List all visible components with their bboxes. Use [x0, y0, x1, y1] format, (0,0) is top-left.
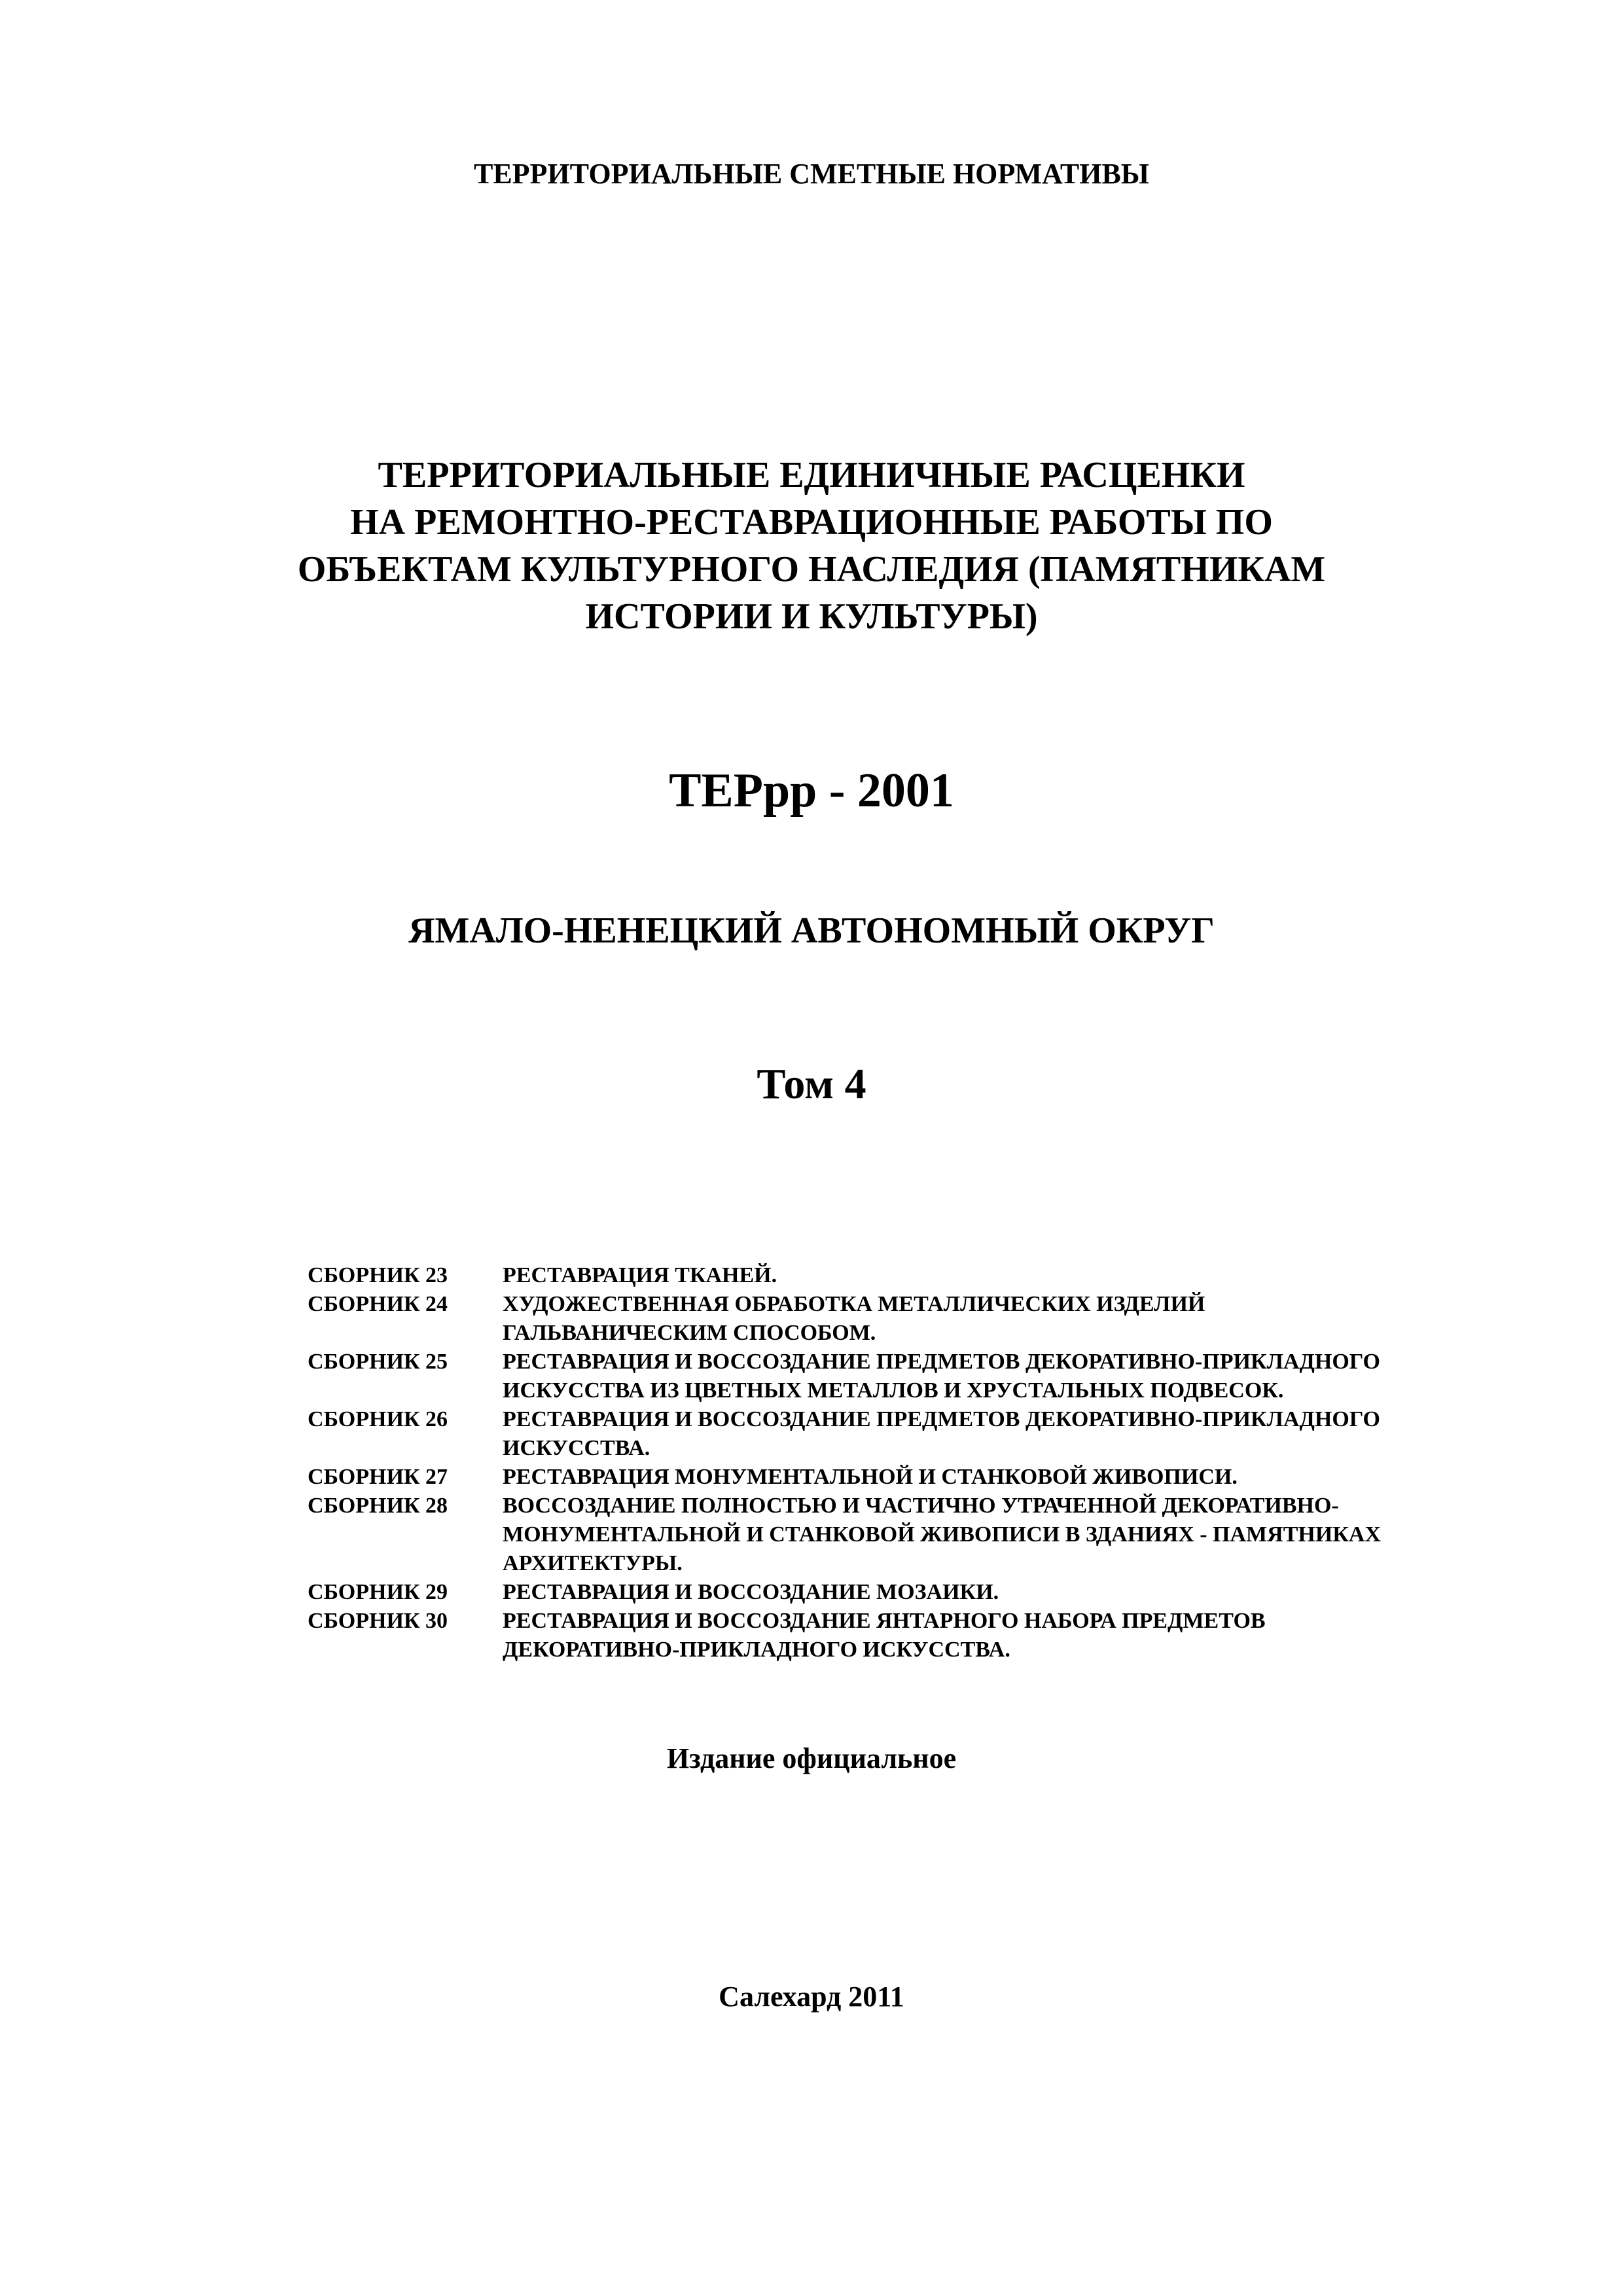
- collection-title-line: РЕСТАВРАЦИЯ И ВОССОЗДАНИЕ МОЗАИКИ.: [503, 1580, 999, 1604]
- collection-title-line: ГАЛЬВАНИЧЕСКИМ СПОСОБОМ.: [503, 1321, 876, 1345]
- collection-title-line: АРХИТЕКТУРЫ.: [503, 1551, 683, 1575]
- collection-item: [308, 1261, 1518, 1290]
- collection-title: [503, 1607, 1518, 1664]
- collection-title-line: РЕСТАВРАЦИЯ ТКАНЕЙ.: [503, 1263, 777, 1287]
- document-header: ТЕРРИТОРИАЛЬНЫЕ СМЕТНЫЕ НОРМАТИВЫ: [473, 158, 1150, 190]
- collection-title-line: ДЕКОРАТИВНО-ПРИКЛАДНОГО ИСКУССТВА.: [503, 1638, 1010, 1662]
- edition-note: Издание официальное: [666, 1742, 957, 1774]
- collection-title: [503, 1261, 1518, 1290]
- collection-title: [503, 1348, 1518, 1405]
- collection-title: [503, 1463, 1518, 1492]
- collection-title: [503, 1290, 1518, 1348]
- collection-title: [503, 1492, 1518, 1578]
- collection-item: [308, 1405, 1518, 1463]
- region-name: ЯМАЛО-НЕНЕЦКИЙ АВТОНОМНЫЙ ОКРУГ: [408, 910, 1215, 951]
- collection-number: СБОРНИК 30: [308, 1609, 448, 1633]
- collection-title-line: РЕСТАВРАЦИЯ МОНУМЕНТАЛЬНОЙ И СТАНКОВОЙ ЖИВОПИСИ.: [503, 1465, 1238, 1489]
- collection-item: [308, 1607, 1518, 1664]
- collection-number: СБОРНИК 24: [308, 1292, 448, 1316]
- collection-title-line: РЕСТАВРАЦИЯ И ВОССОЗДАНИЕ ПРЕДМЕТОВ ДЕКОРАТИВНО-ПРИКЛАДНОГО: [503, 1407, 1381, 1431]
- collection-title: [503, 1405, 1518, 1463]
- main-title-line: ТЕРРИТОРИАЛЬНЫЕ ЕДИНИЧНЫЕ РАСЦЕНКИ: [378, 455, 1245, 495]
- collection-item: [308, 1463, 1518, 1492]
- publication-place-year: Салехард 2011: [719, 1981, 904, 2013]
- collection-number: СБОРНИК 27: [308, 1465, 448, 1489]
- normative-code: ТЕРрр - 2001: [669, 764, 954, 817]
- collection-number: СБОРНИК 23: [308, 1263, 448, 1287]
- collection-title-line: ИСКУССТВА ИЗ ЦВЕТНЫХ МЕТАЛЛОВ И ХРУСТАЛЬНЫХ ПОДВЕСОК.: [503, 1378, 1284, 1403]
- volume-label: Том 4: [757, 1060, 866, 1108]
- collection-number: СБОРНИК 29: [308, 1580, 448, 1604]
- main-title-line: ИСТОРИИ И КУЛЬТУРЫ): [585, 596, 1038, 637]
- collection-title: [503, 1578, 1518, 1607]
- collection-item: [308, 1578, 1518, 1607]
- collection-title-line: РЕСТАВРАЦИЯ И ВОССОЗДАНИЕ ПРЕДМЕТОВ ДЕКОРАТИВНО-ПРИКЛАДНОГО: [503, 1350, 1381, 1374]
- collection-title-line: ИСКУССТВА.: [503, 1436, 651, 1460]
- main-title-line: ОБЪЕКТАМ КУЛЬТУРНОГО НАСЛЕДИЯ (ПАМЯТНИКАМ: [297, 549, 1326, 590]
- main-title-line: НА РЕМОНТНО-РЕСТАВРАЦИОННЫЕ РАБОТЫ ПО: [350, 502, 1273, 543]
- collection-item: [308, 1348, 1518, 1405]
- collection-item: [308, 1290, 1518, 1348]
- collection-number: СБОРНИК 25: [308, 1350, 448, 1374]
- collection-item: [308, 1492, 1518, 1578]
- collection-number: СБОРНИК 28: [308, 1494, 448, 1518]
- collection-title-line: МОНУМЕНТАЛЬНОЙ И СТАНКОВОЙ ЖИВОПИСИ В ЗДАНИЯХ - ПАМЯТНИКАХ: [503, 1522, 1382, 1547]
- collections-list: [308, 1261, 1518, 1664]
- collection-title-line: ВОССОЗДАНИЕ ПОЛНОСТЬЮ И ЧАСТИЧНО УТРАЧЕННОЙ ДЕКОРАТИВНО-: [503, 1494, 1339, 1518]
- collection-number: СБОРНИК 26: [308, 1407, 448, 1431]
- collection-title-line: РЕСТАВРАЦИЯ И ВОССОЗДАНИЕ ЯНТАРНОГО НАБОРА ПРЕДМЕТОВ: [503, 1609, 1266, 1633]
- collection-title-line: ХУДОЖЕСТВЕННАЯ ОБРАБОТКА МЕТАЛЛИЧЕСКИХ ИЗДЕЛИЙ: [503, 1292, 1205, 1316]
- main-title: [0, 452, 1623, 640]
